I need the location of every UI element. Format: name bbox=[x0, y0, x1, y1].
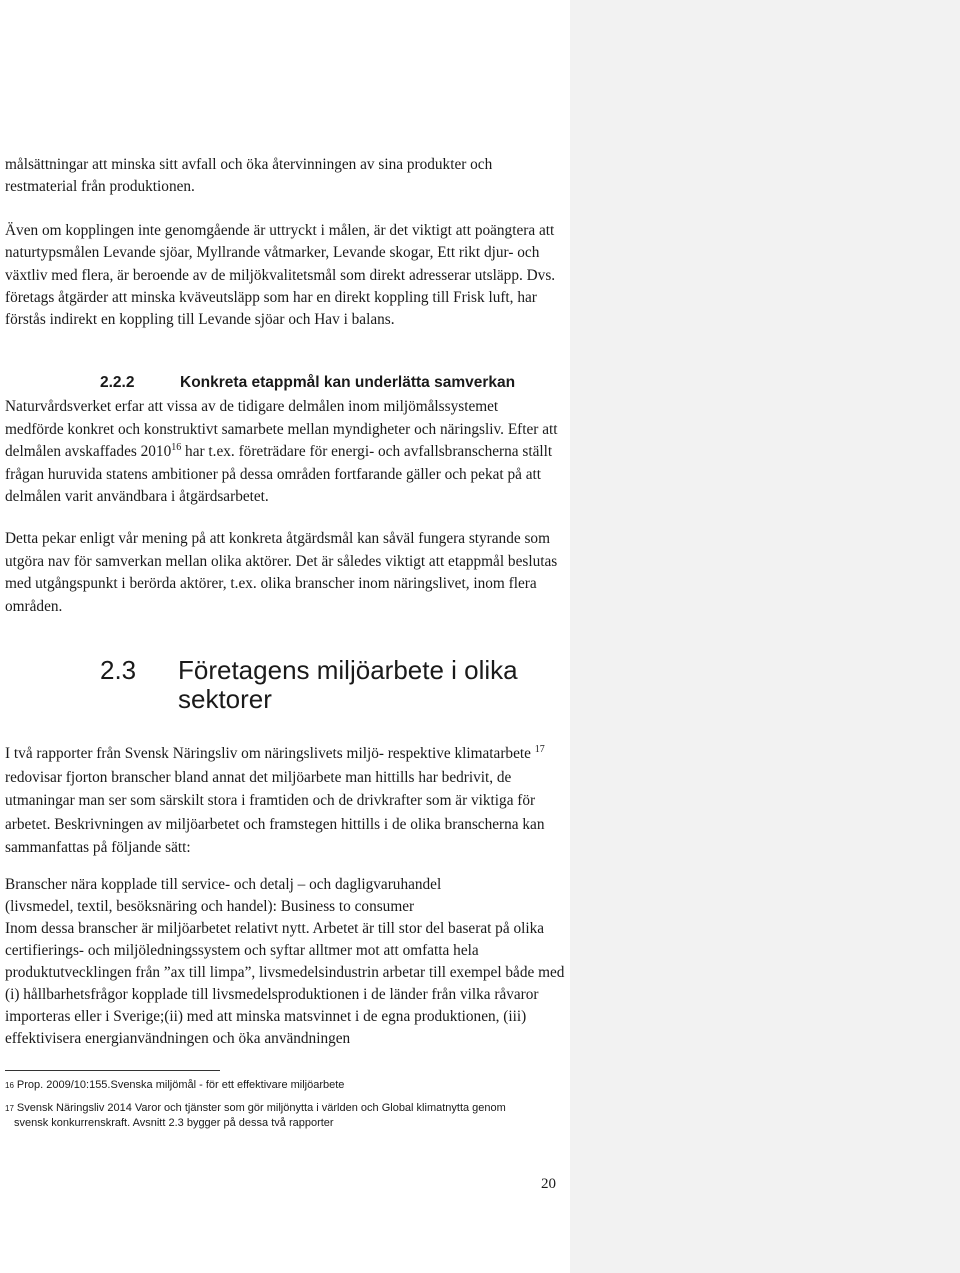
footnote-number: 16 bbox=[5, 1081, 14, 1090]
branscher-paragraph bbox=[5, 874, 565, 1050]
subsection-number: 2.2.2 bbox=[100, 374, 135, 391]
naturvard-paragraph bbox=[5, 396, 560, 509]
naturvard-text-1: Naturvårdsverket erfar att vissa av de tidigare delmålen inom miljömålssystemet medförde konkret och konstruktivt samarbete mellan myndigheter och näringsliv. Efter att delmålen avskaffades 2010 bbox=[5, 398, 558, 460]
rapporter-paragraph bbox=[5, 742, 565, 860]
footnote-ref-16[interactable]: 16 bbox=[171, 441, 182, 453]
koppling-paragraph: Även om kopplingen inte genomgående är uttryckt i målen, är det viktigt att poängtera att naturtypsmålen Levande sjöar, Myllrande våtmarker, Levande skogar, Ett rikt djur- och växtliv med flera, är beroende av de miljökvalitetsmål som direkt adresserar utsläpp. Dvs. företags åtgärder att minska kväveutsläpp som har en direkt koppling till Frisk luft, har förstås indirekt en koppling till Levande sjöar och Hav i balans. bbox=[5, 222, 556, 329]
intro-paragraph bbox=[5, 154, 560, 331]
branscher-text: Inom dessa branscher är miljöarbetet relativt nytt. Arbetet är till stor del baserat på olika certifierings- och miljöledningssystem och syftar alltmer mot att omfatta hela produktutvecklingen från ”ax till limpa”, livsmedelsindustrin arbetar till exempel både med (i) hållbarhetsfrågor kopplade till livsmedelsproduktionen i de länder från vilka råvaror importeras eller i Sverige;(ii) med att minska matsvinnet i de egna produktionen, (iii) effektivisera energianvändningen och öka användningen bbox=[5, 920, 565, 1047]
footnote-number: 17 bbox=[5, 1104, 14, 1113]
detta-text: Detta pekar enligt vår mening på att konkreta åtgärdsmål kan såväl fungera styrande som utgöra nav för samverkan mellan olika aktörer. Det är således viktigt att etappmål beslutas med utgångspunkt i berörda aktörer, t.ex. olika branscher inom näringslivet, inom flera områden. bbox=[5, 530, 558, 615]
subsection-heading bbox=[100, 374, 515, 392]
section-heading bbox=[100, 656, 578, 714]
branscher-line-2: (livsmedel, textil, besöksnäring och handel): Business to consumer bbox=[5, 898, 415, 915]
section-title: Företagens miljöarbete i olika sektorer bbox=[178, 655, 518, 714]
intro-line-2: restmaterial från produktionen. bbox=[5, 178, 195, 195]
footnote-divider bbox=[5, 1070, 220, 1071]
subsection-title: Konkreta etappmål kan underlätta samverkan bbox=[180, 374, 516, 391]
footnote-text-continued: svensk konkurrenskraft. Avsnitt 2.3 bygger på dessa två rapporter bbox=[14, 1117, 334, 1129]
rapporter-text-2: redovisar fjorton branscher bland annat det miljöarbete man hittills har bedrivit, de utmaningar man ser som särskilt stora i framtiden och de drivkrafter som är viktiga för arbetet. Beskrivningen av miljöarbetet och framstegen hittills i de olika branscherna kan sammanfattas på följande sätt: bbox=[5, 768, 545, 856]
footnote-ref-17[interactable]: 17 bbox=[534, 743, 545, 755]
rapporter-text-1: I två rapporter från Svensk Näringsliv om näringslivets miljö- respektive klimatarbete bbox=[5, 745, 535, 762]
page-number: 20 bbox=[541, 1176, 556, 1192]
footnote-17 bbox=[5, 1101, 565, 1131]
section-number: 2.3 bbox=[100, 655, 137, 685]
footnote-text: Svensk Näringsliv 2014 Varor och tjänster som gör miljönytta i världen och Global klimatnytta genom bbox=[16, 1102, 506, 1114]
branscher-line-1: Branscher nära kopplade till service- och detalj – och dagligvaruhandel bbox=[5, 876, 442, 893]
footnote-text: Prop. 2009/10:155.Svenska miljömål - för ett effektivare miljöarbete bbox=[16, 1079, 345, 1091]
naturvard-text-2: har t.ex. företrädare för energi- och avfallsbranscherna ställt frågan huruvida statens ambitioner på dessa områden fortfarande gäller och pekat på att delmålen varit användbara i åtgärdsarbetet. bbox=[5, 443, 553, 505]
detta-paragraph bbox=[5, 528, 560, 618]
footnotes bbox=[5, 1078, 565, 1139]
intro-line-1: målsättningar att minska sitt avfall och öka återvinningen av sina produkter och bbox=[5, 156, 493, 173]
side-panel bbox=[570, 0, 960, 1273]
footnote-16 bbox=[5, 1078, 565, 1093]
